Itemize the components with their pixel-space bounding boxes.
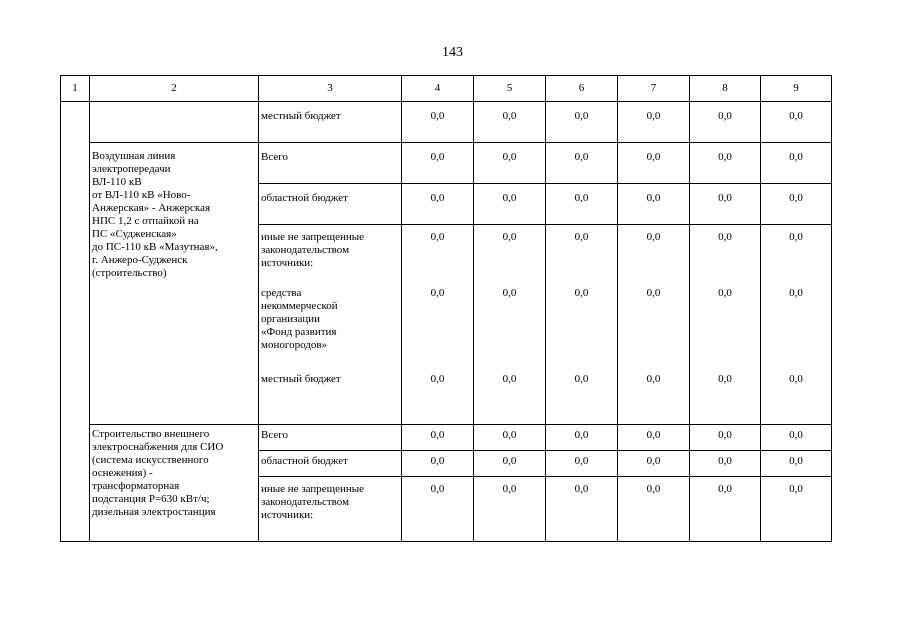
funding-source-cell: Всего (259, 143, 402, 184)
value-text: 0,0 (718, 231, 732, 243)
value-cell: 0,0 (402, 425, 474, 451)
funding-source-cell: местный бюджет (259, 102, 402, 143)
value-cell: 0,0 (546, 477, 618, 542)
value-cell: 0,0 (546, 102, 618, 143)
funding-source-cell: иные не запрещенные законодательством источники: (259, 477, 402, 542)
value-cell: 0,0 (546, 451, 618, 477)
value-cell (474, 225, 546, 425)
value-cell: 0,0 (761, 143, 832, 184)
funding-source-label: иные не запрещенные законодательством источники: (261, 231, 365, 269)
funding-table (60, 75, 832, 542)
value-cell: 0,0 (474, 102, 546, 143)
column-header: 9 (761, 76, 832, 102)
value-cell: 0,0 (761, 102, 832, 143)
value-text: 0,0 (430, 231, 445, 243)
value-text: 0,0 (789, 287, 803, 299)
value-cell: 0,0 (402, 451, 474, 477)
funding-source-label: местный бюджет (261, 373, 341, 385)
column-header: 4 (402, 76, 474, 102)
value-cell: 0,0 (761, 425, 832, 451)
value-cell: 0,0 (761, 451, 832, 477)
value-cell: 0,0 (690, 477, 761, 542)
value-cell (618, 225, 690, 425)
value-cell (690, 225, 761, 425)
value-text: 0,0 (430, 287, 445, 299)
value-cell (546, 225, 618, 425)
value-cell: 0,0 (402, 143, 474, 184)
value-cell: 0,0 (402, 102, 474, 143)
value-cell: 0,0 (761, 477, 832, 542)
object-name-cell (90, 102, 259, 143)
funding-source-cell: Всего (259, 425, 402, 451)
funding-source-cell: областной бюджет (259, 451, 402, 477)
object-name-cell: Строительство внешнего электроснабжения для СИО (система искусственного оснежения) - трансформаторная подстанция Р=630 кВт/ч; дизельная электростанция (90, 425, 259, 542)
value-cell: 0,0 (474, 451, 546, 477)
value-cell: 0,0 (474, 425, 546, 451)
value-text: 0,0 (789, 373, 803, 385)
column-header: 1 (61, 76, 90, 102)
value-cell (761, 225, 832, 425)
value-text: 0,0 (718, 287, 732, 299)
value-text: 0,0 (646, 287, 661, 299)
funding-source-cell (259, 225, 402, 425)
value-cell: 0,0 (618, 477, 690, 542)
value-cell: 0,0 (690, 451, 761, 477)
value-cell: 0,0 (618, 425, 690, 451)
page-number: 143 (442, 45, 463, 60)
value-cell: 0,0 (546, 184, 618, 225)
value-cell: 0,0 (402, 184, 474, 225)
value-text: 0,0 (502, 287, 517, 299)
column-header: 6 (546, 76, 618, 102)
value-cell: 0,0 (690, 102, 761, 143)
value-text: 0,0 (789, 231, 803, 243)
value-cell: 0,0 (690, 143, 761, 184)
value-cell: 0,0 (618, 143, 690, 184)
value-cell: 0,0 (546, 143, 618, 184)
table-row (61, 102, 832, 143)
value-text: 0,0 (502, 373, 517, 385)
value-text: 0,0 (574, 373, 589, 385)
value-cell: 0,0 (474, 143, 546, 184)
value-cell: 0,0 (690, 184, 761, 225)
value-cell: 0,0 (761, 184, 832, 225)
value-cell: 0,0 (690, 425, 761, 451)
header-row (61, 76, 832, 102)
value-text: 0,0 (646, 231, 661, 243)
value-cell: 0,0 (474, 477, 546, 542)
value-text: 0,0 (646, 373, 661, 385)
row-number-cell (61, 102, 90, 542)
column-header: 3 (259, 76, 402, 102)
value-text: 0,0 (502, 231, 517, 243)
value-cell (402, 225, 474, 425)
value-text: 0,0 (574, 287, 589, 299)
value-cell: 0,0 (618, 102, 690, 143)
value-cell: 0,0 (402, 477, 474, 542)
object-name-cell: Воздушная линия электропередачи ВЛ-110 кВ от ВЛ-110 кВ «Ново- Анжерская» - Анжерская НПС 1,2 с отпайкой на ПС «Судженская» до ПС-110 кВ «Мазутная», г. Анжеро-Судженск (строительство) (90, 143, 259, 425)
value-cell: 0,0 (546, 425, 618, 451)
value-cell: 0,0 (618, 451, 690, 477)
value-text: 0,0 (718, 373, 732, 385)
value-text: 0,0 (574, 231, 589, 243)
value-cell: 0,0 (474, 184, 546, 225)
table-row (61, 143, 832, 184)
column-header: 7 (618, 76, 690, 102)
value-cell: 0,0 (618, 184, 690, 225)
column-header: 2 (90, 76, 259, 102)
column-header: 8 (690, 76, 761, 102)
value-text: 0,0 (430, 373, 445, 385)
column-header: 5 (474, 76, 546, 102)
funding-source-cell: областной бюджет (259, 184, 402, 225)
table-row (61, 425, 832, 451)
funding-source-label: средства некоммерческой организации «Фонд развития моногородов» (261, 287, 338, 351)
